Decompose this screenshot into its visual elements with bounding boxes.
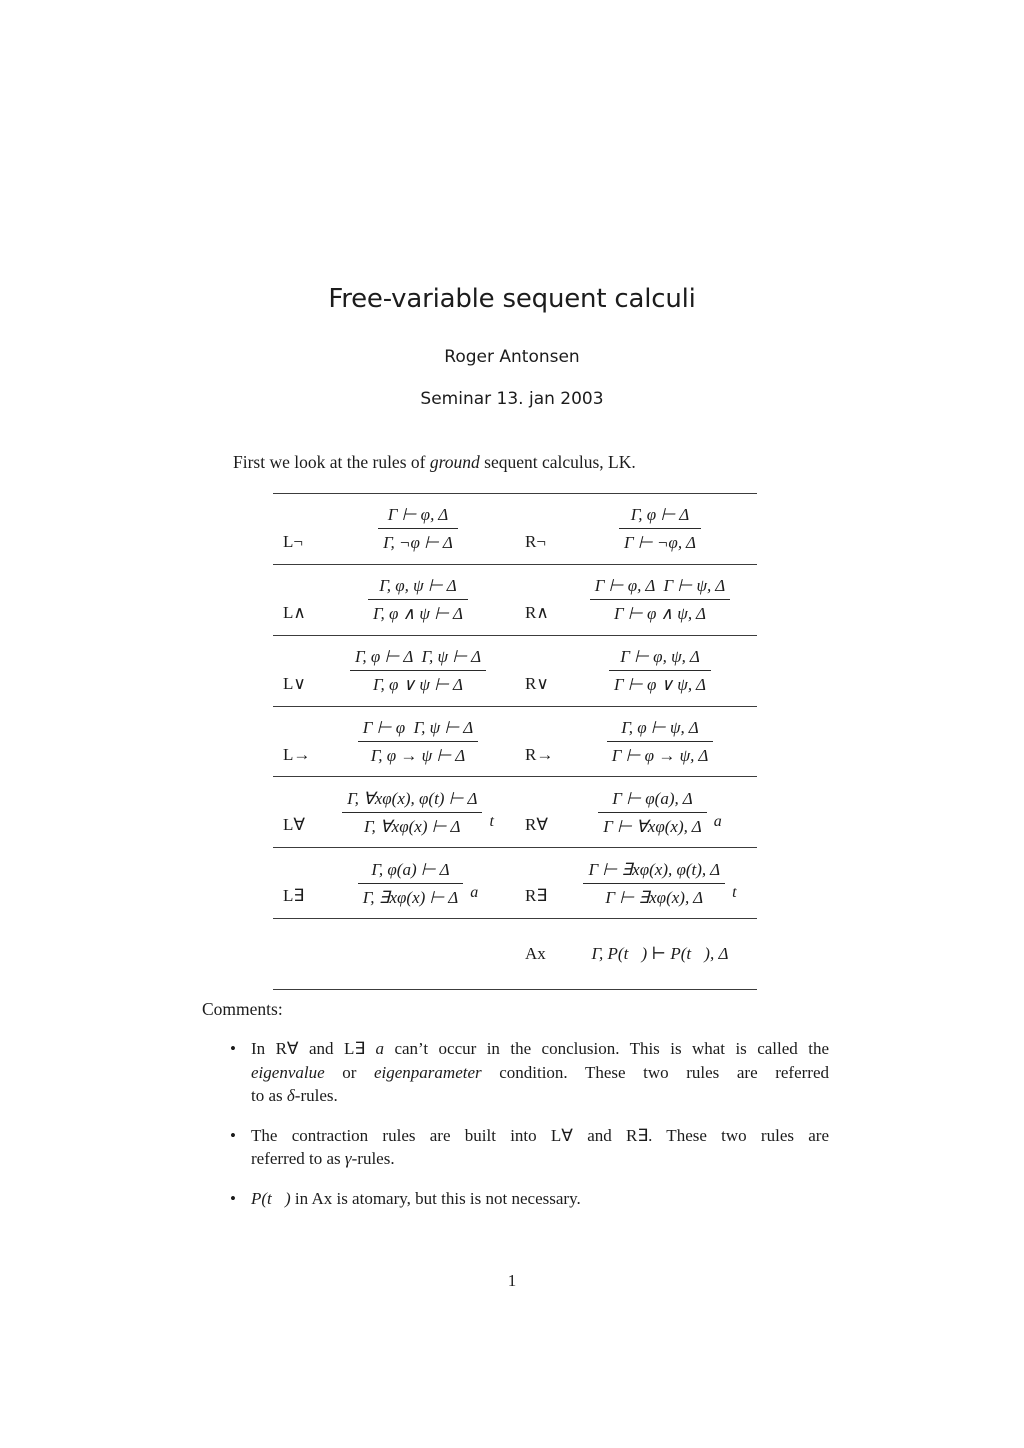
rule-label: R∃ [525, 886, 548, 906]
text-line: P(t⃗) in Ax is atomary, but this is not necessary. [251, 1188, 581, 1208]
list-item [230, 1037, 829, 1108]
rule-cell [273, 777, 515, 847]
text-line: eigenvalue or eigenparameter condition. These two rules are referred [251, 1062, 829, 1082]
rule-premise: Γ, φ, ψ ⊢ Δ [379, 576, 457, 596]
bullet-list [230, 1037, 829, 1226]
rule-conclusion: Γ ⊢ ∃xφ(x), Δ [583, 883, 725, 910]
bullet-marker: • [230, 1039, 236, 1058]
side-condition: a [713, 813, 722, 831]
text-line: referred to as γ-rules. [251, 1149, 395, 1168]
axiom-label: Ax [525, 944, 546, 964]
rule-conclusion: Γ, ∃xφ(x) ⊢ Δ [358, 883, 464, 910]
axiom-formula: Γ, P(t⃗) ⊢ P(t⃗), Δ [591, 944, 729, 964]
inference-rule [563, 857, 757, 910]
rule-label: R∧ [525, 602, 549, 622]
bullet-text [251, 1124, 829, 1171]
text-line: to as δ-rules. [251, 1086, 338, 1105]
page-title: Free-variable sequent calculi [328, 284, 696, 314]
rule-conclusion: Γ ⊢ φ → ψ, Δ [607, 741, 714, 768]
author: Roger Antonsen [444, 347, 580, 367]
rule-conclusion: Γ ⊢ ¬φ, Δ [619, 528, 701, 555]
text-line: In R∀ and L∃ a can’t occur in the conclusion. This is what is called the [251, 1039, 829, 1058]
rule-label: L∨ [283, 673, 306, 693]
page-number: 1 [507, 1271, 517, 1290]
table-row [273, 777, 757, 848]
inference-rule [563, 715, 757, 768]
bullet-marker: • [230, 1188, 236, 1208]
rule-conclusion: Γ ⊢ ∀xφ(x), Δ [598, 812, 707, 839]
rule-label: R∨ [525, 673, 549, 693]
rule-conclusion: Γ, ¬φ ⊢ Δ [378, 528, 458, 555]
rule-cell [515, 636, 757, 706]
rule-cell [273, 848, 515, 918]
rule-cell [515, 707, 757, 777]
text-line: The contraction rules are built into L∀ and R∃. These two rules are [251, 1125, 829, 1145]
inference-rule [321, 786, 515, 839]
rule-premise: Γ, φ(a) ⊢ Δ [371, 859, 450, 879]
table-row [273, 848, 757, 919]
inference-rule [563, 644, 757, 697]
rule-label: L∃ [283, 886, 305, 906]
rule-cell [273, 494, 515, 564]
inference-rule [321, 502, 515, 555]
table-row-axiom [273, 919, 757, 990]
inference-rule [321, 857, 515, 910]
inference-rule [563, 502, 757, 555]
rules-table [273, 493, 757, 990]
rule-cell [515, 919, 757, 989]
rule-premise: Γ ⊢ φ Γ, ψ ⊢ Δ [362, 718, 474, 737]
inference-rule [321, 715, 515, 768]
inference-rule [563, 573, 757, 626]
rule-label: R∀ [525, 815, 548, 835]
rule-label: R→ [525, 744, 554, 764]
rule-conclusion: Γ, φ → ψ ⊢ Δ [358, 741, 478, 768]
rule-cell [515, 494, 757, 564]
inference-rule [563, 786, 757, 839]
empty-cell [273, 919, 515, 989]
rule-premise: Γ ⊢ φ, ψ, Δ [620, 647, 700, 667]
rule-cell [515, 565, 757, 635]
rule-premise: Γ ⊢ φ, Δ Γ ⊢ ψ, Δ [594, 576, 726, 596]
rule-label: L→ [283, 744, 311, 764]
rule-cell [273, 565, 515, 635]
rule-cell [273, 707, 515, 777]
rule-label: L∀ [283, 815, 306, 835]
rule-cell [273, 636, 515, 706]
list-item [230, 1124, 829, 1171]
rule-label: R¬ [525, 531, 546, 551]
table-row [273, 636, 757, 707]
bullet-text [251, 1187, 829, 1211]
rule-premise: Γ, φ ⊢ Δ [630, 505, 690, 525]
rule-premise: Γ ⊢ ∃xφ(x), φ(t), Δ [588, 859, 721, 879]
side-condition: a [470, 884, 479, 902]
side-condition: t [489, 813, 494, 831]
side-condition: t [732, 884, 737, 902]
rule-premise: Γ, φ ⊢ ψ, Δ [621, 718, 699, 737]
rule-label: L∧ [283, 602, 306, 622]
list-item [230, 1187, 829, 1211]
table-row [273, 494, 757, 565]
axiom-rule [563, 944, 757, 964]
rule-premise: Γ, φ ⊢ Δ Γ, ψ ⊢ Δ [354, 647, 482, 667]
rule-label: L¬ [283, 531, 303, 551]
rule-premise: Γ, ∀xφ(x), φ(t) ⊢ Δ [347, 788, 478, 808]
table-row [273, 707, 757, 778]
rule-premise: Γ ⊢ φ, Δ [387, 505, 449, 525]
rule-conclusion: Γ ⊢ φ ∧ ψ, Δ [590, 599, 730, 626]
rule-conclusion: Γ, ∀xφ(x) ⊢ Δ [342, 812, 482, 839]
seminar-date: Seminar 13. jan 2003 [420, 389, 604, 409]
rule-conclusion: Γ, φ ∨ ψ ⊢ Δ [350, 670, 486, 697]
table-row [273, 565, 757, 636]
rule-conclusion: Γ, φ ∧ ψ ⊢ Δ [368, 599, 468, 626]
rule-conclusion: Γ ⊢ φ ∨ ψ, Δ [609, 670, 711, 697]
rule-premise: Γ ⊢ φ(a), Δ [612, 788, 693, 808]
rule-cell [515, 848, 757, 918]
bullet-marker: • [230, 1125, 236, 1145]
bullet-text [251, 1037, 829, 1108]
intro-paragraph: First we look at the rules of ground sequent calculus, LK. [233, 452, 636, 472]
inference-rule [321, 573, 515, 626]
rule-cell [515, 777, 757, 847]
comments-heading: Comments: [202, 999, 283, 1019]
inference-rule [321, 644, 515, 697]
